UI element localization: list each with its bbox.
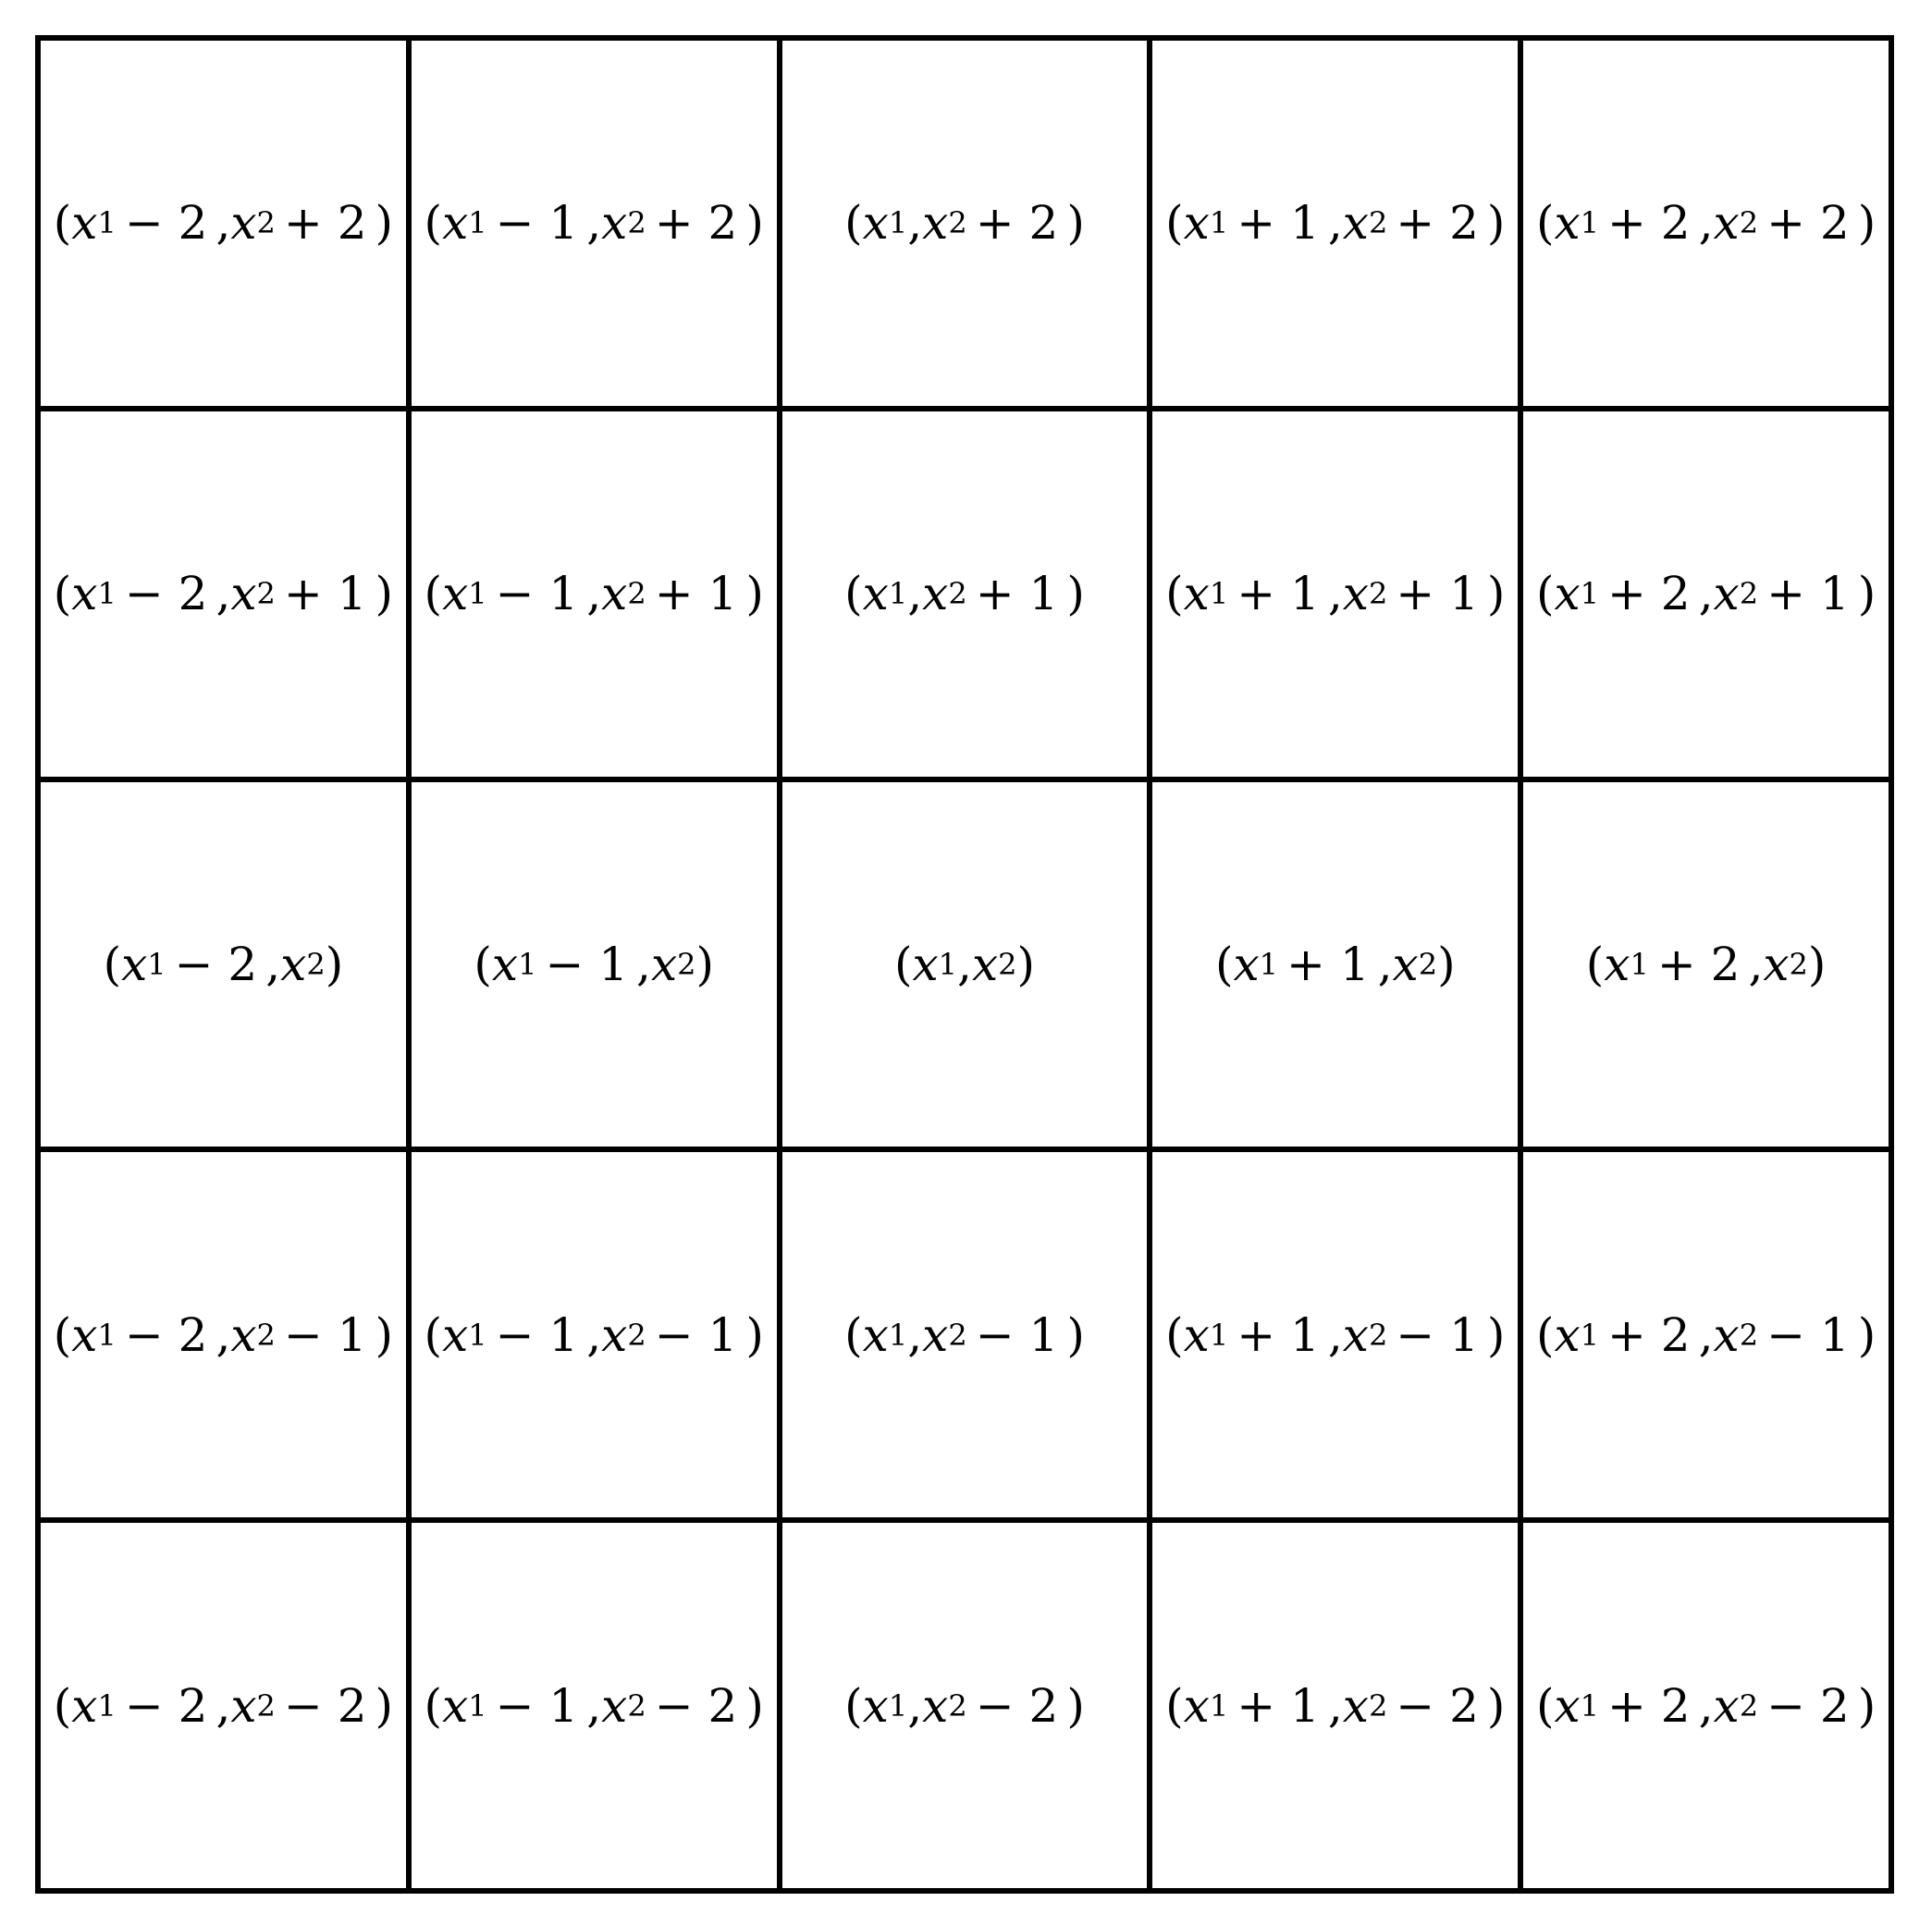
grid-cell: ( x 1 − 2 , x 2 ) bbox=[35, 777, 406, 1147]
grid-cell: ( x 1 − 2 , x 2 + 1 ) bbox=[35, 406, 406, 777]
grid-cell: ( x 1 , x 2 − 1 ) bbox=[777, 1147, 1148, 1517]
grid-cell: ( x 1 − 2 , x 2 − 1 ) bbox=[35, 1147, 406, 1517]
grid-cell: ( x 1 − 1 , x 2 ) bbox=[406, 777, 777, 1147]
grid-cell: ( x 1 , x 2 − 2 ) bbox=[777, 1517, 1148, 1888]
coordinate-grid bbox=[35, 35, 1894, 1894]
grid-cell: ( x 1 − 2 , x 2 + 2 ) bbox=[35, 35, 406, 406]
grid-cell: ( x 1 , x 2 + 2 ) bbox=[777, 35, 1148, 406]
grid-cell: ( x 1 + 1 , x 2 − 1 ) bbox=[1147, 1147, 1518, 1517]
grid-cell: ( x 1 − 1 , x 2 − 1 ) bbox=[406, 1147, 777, 1517]
grid-cell: ( x 1 , x 2 + 1 ) bbox=[777, 406, 1148, 777]
grid-cell: ( x 1 + 2 , x 2 + 2 ) bbox=[1518, 35, 1889, 406]
grid-cell: ( x 1 + 2 , x 2 ) bbox=[1518, 777, 1889, 1147]
grid-cell: ( x 1 + 1 , x 2 + 1 ) bbox=[1147, 406, 1518, 777]
grid-cell: ( x 1 − 1 , x 2 + 1 ) bbox=[406, 406, 777, 777]
grid-cell: ( x 1 − 2 , x 2 − 2 ) bbox=[35, 1517, 406, 1888]
grid-cell: ( x 1 + 2 , x 2 + 1 ) bbox=[1518, 406, 1889, 777]
grid-cell: ( x 1 + 2 , x 2 − 2 ) bbox=[1518, 1517, 1889, 1888]
grid-cell: ( x 1 + 1 , x 2 + 2 ) bbox=[1147, 35, 1518, 406]
grid-cell: ( x 1 + 2 , x 2 − 1 ) bbox=[1518, 1147, 1889, 1517]
grid-cell: ( x 1 + 1 , x 2 ) bbox=[1147, 777, 1518, 1147]
grid-cell: ( x 1 − 1 , x 2 − 2 ) bbox=[406, 1517, 777, 1888]
grid-cell-center: ( x 1 , x 2 ) bbox=[777, 777, 1148, 1147]
grid-cell: ( x 1 + 1 , x 2 − 2 ) bbox=[1147, 1517, 1518, 1888]
grid-cell: ( x 1 − 1 , x 2 + 2 ) bbox=[406, 35, 777, 406]
